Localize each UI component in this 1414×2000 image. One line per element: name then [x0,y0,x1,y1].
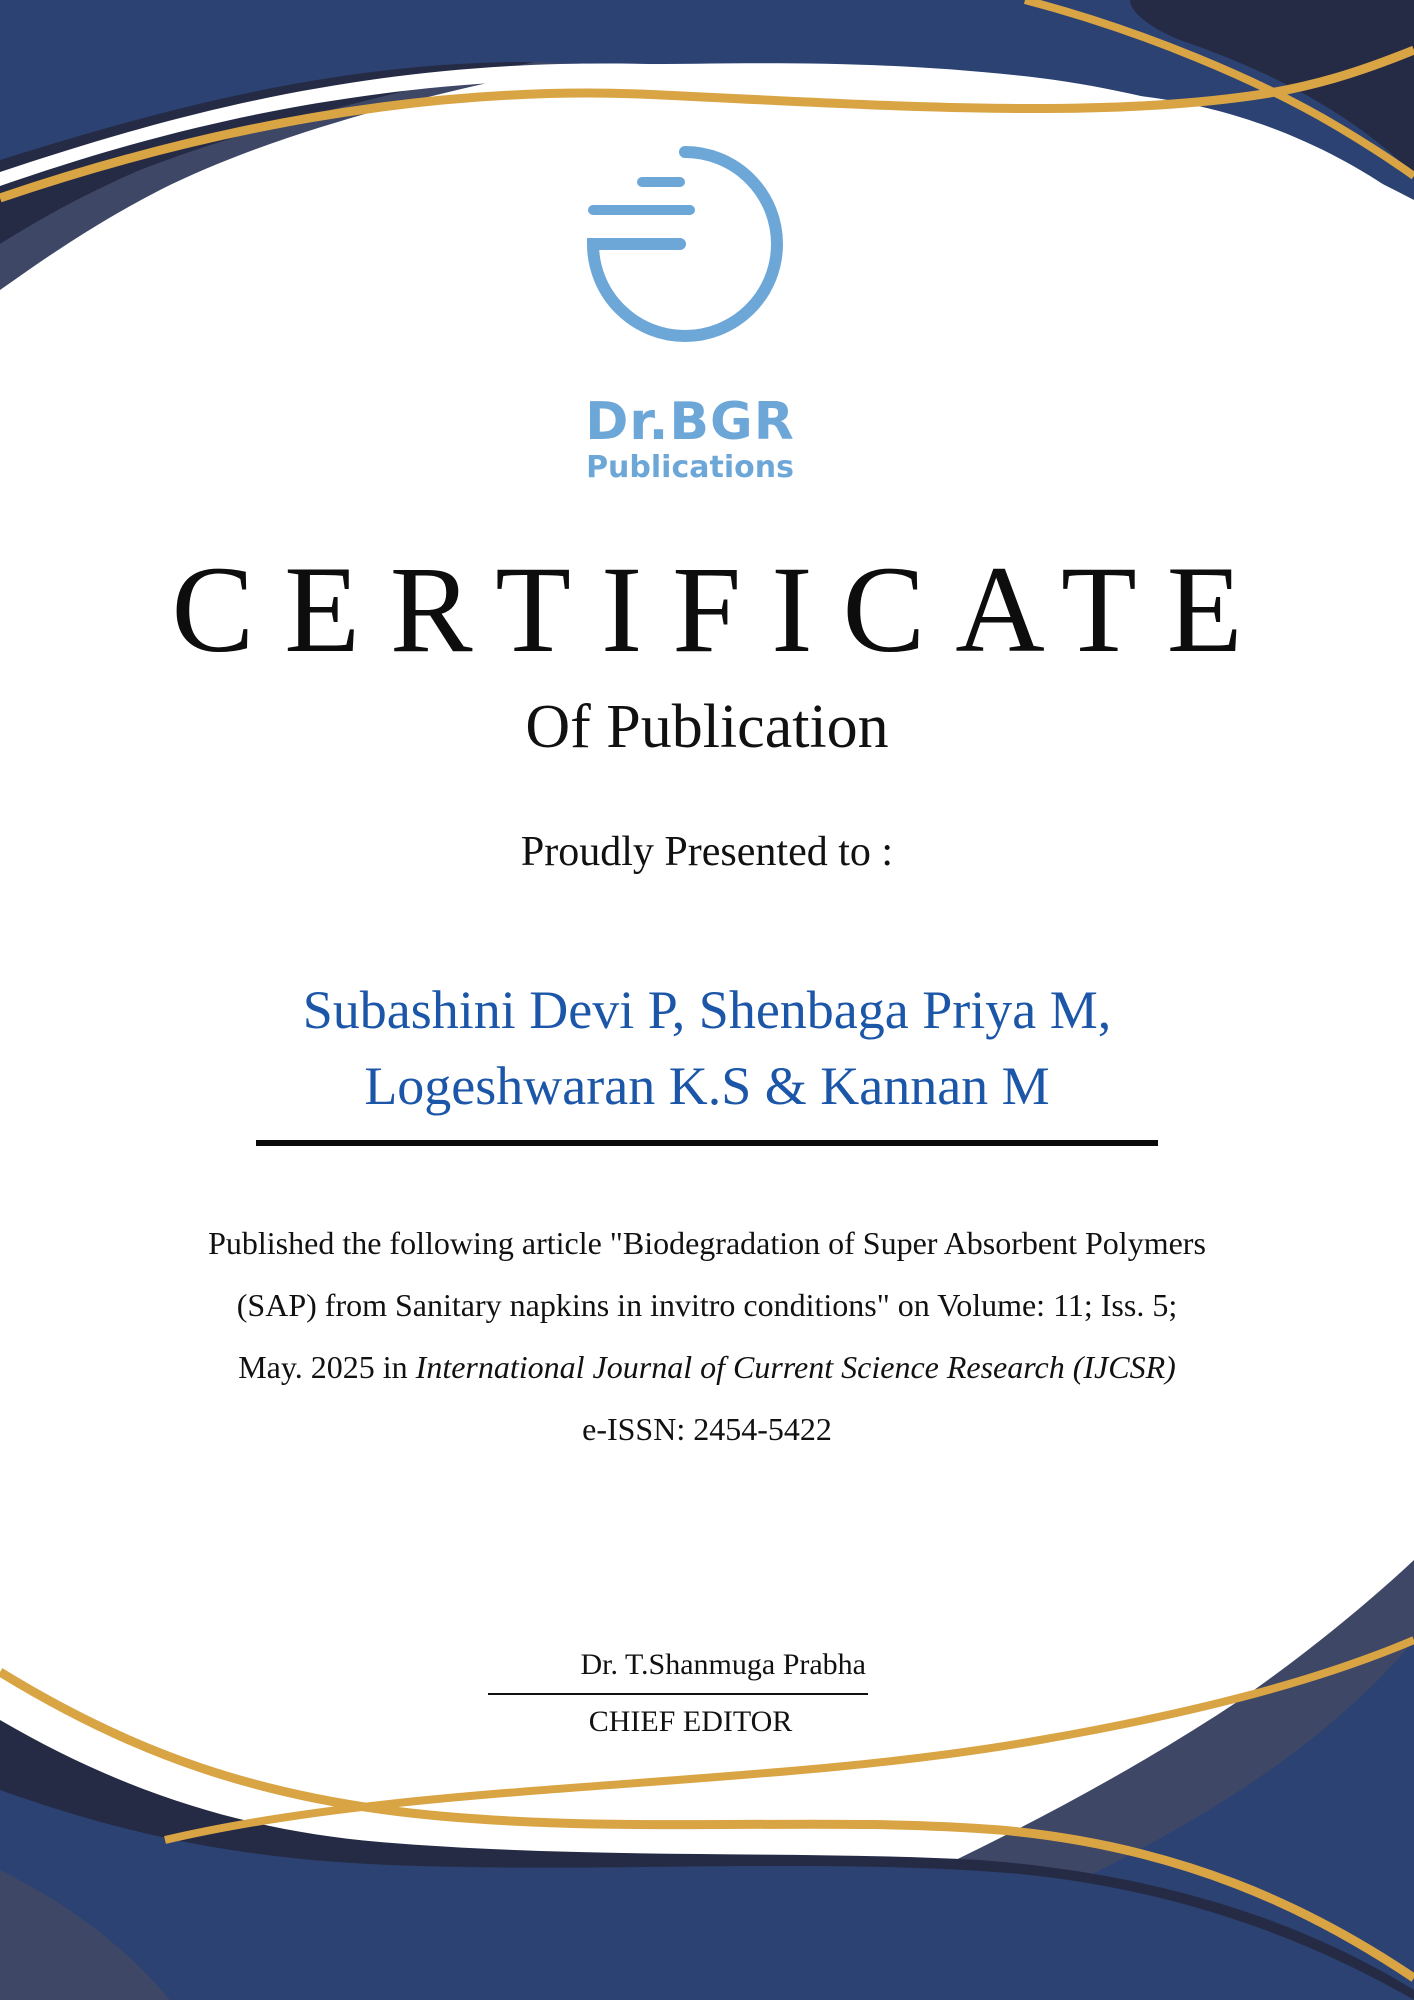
article-line-3 [110,1336,1304,1398]
brand-subtitle: Publications [586,450,794,485]
publisher-logo [560,140,820,500]
journal-name: International Journal of Current Science Research (IJCSR) [415,1349,1176,1385]
brand-name: Dr.BGR [585,392,795,452]
article-line-2: (SAP) from Sanitary napkins in invitro conditions" on Volume: 11; Iss. 5; [236,1287,1178,1323]
article-details [110,1212,1304,1460]
certificate-title: CERTIFICATE [171,541,1273,678]
publication-logo-icon [560,140,820,360]
signature-line [488,1693,868,1695]
certificate-subtitle: Of Publication [525,693,889,761]
recipient-line-1: Subashini Devi P, Shenbaga Priya M, [302,980,1112,1040]
article-line-1: Published the following article "Biodegradation of Super Absorbent Polymers [208,1225,1206,1261]
recipient-line-2: Logeshwaran K.S & Kannan M [364,1056,1050,1116]
presented-to-label: Proudly Presented to : [520,829,894,875]
recipient-names [0,972,1414,1124]
issn: e-ISSN: 2454-5422 [582,1411,832,1447]
signatory-role: CHIEF EDITOR [588,1705,793,1738]
recipient-underline [256,1140,1158,1146]
article-date: May. 2025 in [238,1349,416,1385]
signatory-name: Dr. T.Shanmuga Prabha [580,1648,866,1681]
